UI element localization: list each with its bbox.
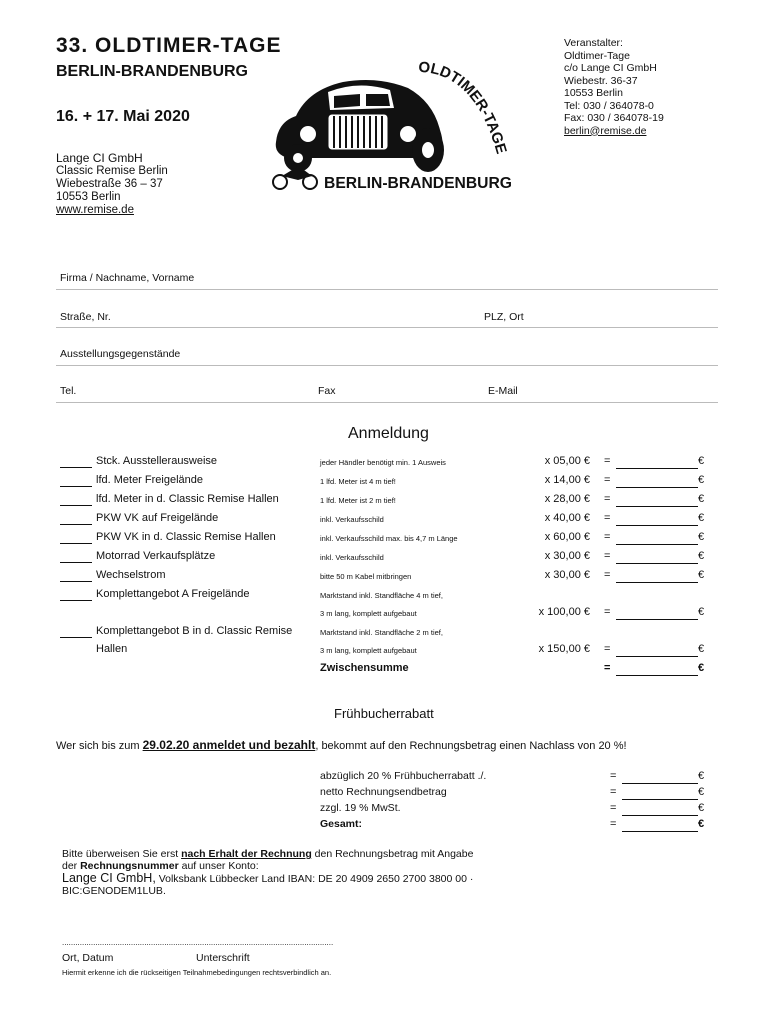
payment-emphasis: nach Erhalt der Rechnung xyxy=(181,848,312,860)
equals-sign: = xyxy=(604,569,611,581)
company-website-link[interactable]: www.remise.de xyxy=(56,204,134,216)
payment-company: Lange CI GmbH, xyxy=(62,871,156,885)
row-note: inkl. Verkaufsschild xyxy=(320,553,384,562)
qty-input-line[interactable] xyxy=(60,599,92,601)
equals-sign: = xyxy=(604,493,611,505)
row-label: PKW VK auf Freigelände xyxy=(96,512,219,524)
subtotal-label: Zwischensumme xyxy=(320,662,409,674)
payment-text: auf unser Konto: xyxy=(178,860,259,872)
row-price: x 30,00 € xyxy=(544,550,590,562)
package-a-note: Marktstand inkl. Standfläche 4 m tief, xyxy=(320,591,443,600)
payment-text: Bitte überweisen Sie erst xyxy=(62,848,182,860)
euro-sign: € xyxy=(698,569,705,581)
exhibits-input-line[interactable] xyxy=(56,365,718,366)
total-input-line[interactable] xyxy=(622,830,698,832)
terms-note: Hiermit erkenne ich die rückseitigen Teilnahmebedingungen rechtsverbindlich an. xyxy=(62,968,332,977)
equals-sign: = xyxy=(604,662,611,674)
organizer-address xyxy=(564,37,664,137)
euro-sign: € xyxy=(698,493,705,505)
net-line: netto Rechnungsendbetrag xyxy=(320,786,447,798)
sum-input-line[interactable] xyxy=(616,618,698,620)
exhibits-label: Ausstellungsgegenstände xyxy=(60,348,181,360)
row-price: x 60,00 € xyxy=(544,531,590,543)
row-price: x 05,00 € xyxy=(544,455,590,467)
organizer-line: Fax: 030 / 364078-19 xyxy=(564,112,664,124)
euro-sign: € xyxy=(698,818,705,830)
euro-sign: € xyxy=(698,512,705,524)
address-input-line[interactable] xyxy=(56,327,718,328)
euro-sign: € xyxy=(698,606,705,618)
organizer-line: 10553 Berlin xyxy=(564,87,623,99)
euro-sign: € xyxy=(698,643,705,655)
payment-text: der xyxy=(62,860,81,872)
package-b-price: x 150,00 € xyxy=(538,643,590,655)
company-line: Wiebestraße 36 – 37 xyxy=(56,178,163,190)
net-input-line[interactable] xyxy=(622,798,698,800)
sum-input-line[interactable] xyxy=(616,562,698,564)
row-note: inkl. Verkaufsschild xyxy=(320,515,384,524)
equals-sign: = xyxy=(604,550,611,562)
organizer-line: Tel: 030 / 364078-0 xyxy=(564,99,654,112)
name-label: Firma / Nachname, Vorname xyxy=(60,272,195,284)
row-label: lfd. Meter in d. Classic Remise Hallen xyxy=(96,493,279,505)
subtotal-input-line[interactable] xyxy=(616,674,698,676)
package-b-note: 3 m lang, komplett aufgebaut xyxy=(320,646,417,655)
row-note: inkl. Verkaufsschild max. bis 4,7 m Länge xyxy=(320,534,458,543)
row-price: x 30,00 € xyxy=(544,569,590,581)
equals-sign: = xyxy=(610,786,617,798)
sum-input-line[interactable] xyxy=(616,467,698,469)
vintage-car-icon xyxy=(276,80,444,172)
equals-sign: = xyxy=(604,474,611,486)
package-a-price: x 100,00 € xyxy=(538,606,590,618)
row-note: 1 lfd. Meter ist 4 m tief! xyxy=(320,477,396,486)
company-line: 10553 Berlin xyxy=(56,191,121,203)
street-label: Straße, Nr. xyxy=(60,311,111,323)
euro-sign: € xyxy=(698,531,705,543)
sum-input-line[interactable] xyxy=(616,486,698,488)
vat-input-line[interactable] xyxy=(622,814,698,816)
early-bird-text xyxy=(56,738,627,752)
early-bird-deadline: 29.02.20 anmeldet und bezahlt xyxy=(142,738,316,752)
organizer-line: Veranstalter: xyxy=(564,37,623,49)
company-line: Classic Remise Berlin xyxy=(56,165,168,177)
equals-sign: = xyxy=(604,643,611,655)
event-date: 16. + 17. Mai 2020 xyxy=(56,108,190,125)
signature-dotted-line[interactable]: .......................................................................................................................... xyxy=(62,938,334,947)
row-note: 1 lfd. Meter ist 2 m tief! xyxy=(320,496,396,505)
fax-label: Fax xyxy=(318,385,336,397)
row-label: Motorrad Verkaufsplätze xyxy=(96,550,216,562)
euro-sign: € xyxy=(698,662,705,674)
name-input-line[interactable] xyxy=(56,289,718,290)
discount-input-line[interactable] xyxy=(622,782,698,784)
organizer-email-link[interactable]: berlin@remise.de xyxy=(564,124,647,137)
euro-sign: € xyxy=(698,802,705,814)
qty-input-line[interactable] xyxy=(60,466,92,468)
payment-info xyxy=(62,848,473,897)
sum-input-line[interactable] xyxy=(616,543,698,545)
discount-line: abzüglich 20 % Frühbucherrabatt ./. xyxy=(320,770,487,782)
qty-input-line[interactable] xyxy=(60,636,92,638)
euro-sign: € xyxy=(698,455,705,467)
row-note: bitte 50 m Kabel mitbringen xyxy=(320,572,412,581)
qty-input-line[interactable] xyxy=(60,523,92,525)
euro-sign: € xyxy=(698,474,705,486)
row-note: jeder Händler benötigt min. 1 Ausweis xyxy=(320,458,446,467)
qty-input-line[interactable] xyxy=(60,542,92,544)
event-title: 33. OLDTIMER-TAGE xyxy=(56,34,282,57)
sum-input-line[interactable] xyxy=(616,505,698,507)
payment-emphasis: Rechnungsnummer xyxy=(80,860,179,872)
organizer-line: Wiebestr. 36-37 xyxy=(564,74,638,87)
euro-sign: € xyxy=(698,770,705,782)
qty-input-line[interactable] xyxy=(60,561,92,563)
total-label: Gesamt: xyxy=(320,818,363,830)
package-a-label: Komplettangebot A Freigelände xyxy=(96,588,250,600)
package-a-note: 3 m lang, komplett aufgebaut xyxy=(320,609,417,618)
row-price: x 40,00 € xyxy=(544,512,590,524)
equals-sign: = xyxy=(604,455,611,467)
early-bird-text-start: Wer sich bis zum xyxy=(56,740,143,752)
package-b-label: Komplettangebot B in d. Classic Remise xyxy=(96,625,293,637)
registration-title: Anmeldung xyxy=(348,425,429,442)
place-date-label: Ort, Datum xyxy=(62,952,114,964)
logo-arc-text: OLDTIMER-TAGE xyxy=(417,58,510,156)
equals-sign: = xyxy=(604,606,611,618)
row-label: Wechselstrom xyxy=(96,569,166,581)
qty-input-line[interactable] xyxy=(60,485,92,487)
equals-sign: = xyxy=(610,802,617,814)
qty-input-line[interactable] xyxy=(60,580,92,582)
package-b-label: Hallen xyxy=(96,643,128,655)
sum-input-line[interactable] xyxy=(616,581,698,583)
qty-input-line[interactable] xyxy=(60,504,92,506)
motorcycle-icon xyxy=(273,163,317,189)
row-label: PKW VK in d. Classic Remise Hallen xyxy=(96,531,276,543)
sum-input-line[interactable] xyxy=(616,655,698,657)
event-subtitle: BERLIN-BRANDENBURG xyxy=(56,63,248,80)
early-bird-title: Frühbucherrabatt xyxy=(334,706,434,721)
row-price: x 14,00 € xyxy=(544,474,590,486)
equals-sign: = xyxy=(610,770,617,782)
payment-bank: Volksbank Lübbecker Land IBAN: DE 20 4909 2650 2700 3800 00 · xyxy=(155,873,474,885)
early-bird-text-end: , bekommt auf den Rechnungsbetrag einen Nachlass von 20 %! xyxy=(315,740,627,752)
row-label: lfd. Meter Freigelände xyxy=(96,474,203,486)
company-name: Lange CI GmbH xyxy=(56,151,143,165)
payment-bic: BIC:GENODEM1LUB. xyxy=(62,885,166,897)
tel-label: Tel. xyxy=(60,385,77,397)
zip-city-label: PLZ, Ort xyxy=(484,311,524,323)
equals-sign: = xyxy=(610,818,617,830)
euro-sign: € xyxy=(698,550,705,562)
equals-sign: = xyxy=(604,512,611,524)
organizer-line: c/o Lange CI GmbH xyxy=(564,62,657,74)
logo-bottom-text: BERLIN-BRANDENBURG xyxy=(324,175,512,192)
contact-input-line[interactable] xyxy=(56,402,718,403)
signature-label: Unterschrift xyxy=(196,952,250,964)
euro-sign: € xyxy=(698,786,705,798)
sum-input-line[interactable] xyxy=(616,524,698,526)
package-b-note: Marktstand inkl. Standfläche 2 m tief, xyxy=(320,628,443,637)
row-label: Stck. Ausstellerausweise xyxy=(96,455,218,467)
organizer-line: Oldtimer-Tage xyxy=(564,49,630,62)
equals-sign: = xyxy=(604,531,611,543)
oldtimer-tage-logo xyxy=(268,50,516,200)
row-price: x 28,00 € xyxy=(544,493,590,505)
payment-text: den Rechnungsbetrag mit Angabe xyxy=(311,848,474,860)
vat-line: zzgl. 19 % MwSt. xyxy=(320,802,401,814)
email-label: E-Mail xyxy=(488,385,518,397)
company-address xyxy=(56,152,168,217)
